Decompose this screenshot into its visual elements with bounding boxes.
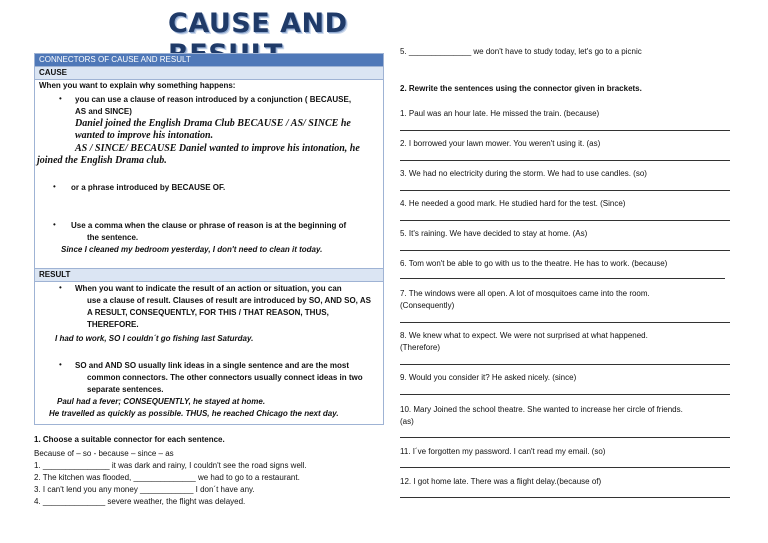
cause-section-header: CAUSE	[35, 66, 383, 80]
answer-line[interactable]	[400, 250, 730, 251]
answer-line[interactable]	[400, 278, 725, 279]
exercise-2-item: 6. Tom won't be able to go with us to the theatre. He has to work. (because)	[400, 259, 668, 268]
page-title: CAUSE AND	[168, 8, 348, 39]
connectors-box	[34, 53, 384, 425]
answer-line[interactable]	[400, 364, 730, 365]
answer-line[interactable]	[400, 467, 730, 468]
result-bullet-1-line-2: use a clause of result. Clauses of result are introduced by SO, AND SO, AS	[87, 296, 371, 305]
cause-bullet-3-line-1: Use a comma when the clause or phrase of reason is at the beginning of	[71, 221, 347, 230]
result-bullet-1-line-1: When you want to indicate the result of an action or situation, you can	[75, 284, 342, 293]
bullet-icon: •	[53, 182, 56, 191]
exercise-2-item: 8. We knew what to expect. We were not surprised at what happened.	[400, 331, 648, 340]
connectors-header: CONNECTORS OF CAUSE AND RESULT	[35, 54, 383, 66]
result-example-2: Paul had a fever; CONSEQUENTLY, he stayed at home.	[57, 397, 266, 406]
exercise-2-item-continued: (Consequently)	[400, 301, 455, 310]
bullet-icon: •	[59, 94, 62, 103]
result-bullet-1-line-4: THEREFORE.	[87, 320, 139, 329]
exercise-1-heading: 1. Choose a suitable connector for each sentence.	[34, 435, 225, 444]
cause-intro: When you want to explain why something happens:	[39, 81, 236, 90]
exercise-2-item: 4. He needed a good mark. He studied hard for the test. (Since)	[400, 199, 626, 208]
answer-line[interactable]	[400, 437, 730, 438]
exercise-1-item: 1. _______________ it was dark and rainy, I couldn't see the road signs well.	[34, 461, 307, 470]
bullet-icon: •	[59, 283, 62, 292]
exercise-1-item: 4. ______________ severe weather, the flight was delayed.	[34, 497, 246, 506]
exercise-2-item: 1. Paul was an hour late. He missed the train. (because)	[400, 109, 600, 118]
answer-line[interactable]	[400, 497, 730, 498]
result-bullet-1-line-3: A RESULT, CONSEQUENTLY, FOR THIS / THAT REASON, THUS,	[87, 308, 329, 317]
cause-bullet-2: or a phrase introduced by BECAUSE OF.	[71, 183, 226, 192]
exercise-2-item-continued: (as)	[400, 417, 414, 426]
answer-line[interactable]	[400, 130, 730, 131]
result-section-header: RESULT	[35, 268, 383, 282]
result-bullet-2-line-2: common connectors. The other connectors usually connect ideas in two	[87, 373, 363, 382]
exercise-2-item: 12. I got home late. There was a flight delay.(because of)	[400, 477, 602, 486]
bullet-icon: •	[59, 360, 62, 369]
result-example-1: I had to work, SO I couldn´t go fishing last Saturday.	[55, 334, 254, 343]
cause-example-2-line-2: joined the English Drama club.	[37, 155, 167, 166]
exercise-2-item: 5. It's raining. We have decided to stay at home. (As)	[400, 229, 588, 238]
exercise-2-item: 7. The windows were all open. A lot of mosquitoes came into the room.	[400, 289, 650, 298]
exercise-1-item: 2. The kitchen was flooded, ______________ we had to go to a restaurant.	[34, 473, 300, 482]
answer-line[interactable]	[400, 160, 730, 161]
result-example-3: He travelled as quickly as possible. THUS, he reached Chicago the next day.	[49, 409, 339, 418]
exercise-2-item: 11. I´ve forgotten my password. I can't read my email. (so)	[400, 447, 606, 456]
answer-line[interactable]	[400, 190, 730, 191]
exercise-1-item: 5. ______________ we don't have to study today, let's go to a picnic	[400, 47, 642, 56]
result-bullet-2-line-3: separate sentences.	[87, 385, 164, 394]
cause-example-3: Since I cleaned my bedroom yesterday, I don't need to clean it today.	[61, 245, 323, 254]
exercise-1-options: Because of – so - because – since – as	[34, 449, 174, 458]
cause-example-2-line-1: AS / SINCE/ BECAUSE Daniel wanted to improve his intonation, he	[75, 143, 360, 154]
cause-bullet-1-line-2: AS and SINCE)	[75, 107, 132, 116]
answer-line[interactable]	[400, 220, 730, 221]
answer-line[interactable]	[400, 322, 730, 323]
exercise-2-item: 3. We had no electricity during the storm. We had to use candles. (so)	[400, 169, 647, 178]
cause-example-1-line-2: wanted to improve his intonation.	[75, 130, 214, 141]
exercise-2-item-continued: (Therefore)	[400, 343, 441, 352]
bullet-icon: •	[53, 220, 56, 229]
cause-bullet-3-line-2: the sentence.	[87, 233, 139, 242]
cause-bullet-1-line-1: you can use a clause of reason introduced by a conjunction ( BECAUSE,	[75, 95, 352, 104]
exercise-2-item: 9. Would you consider it? He asked nicely. (since)	[400, 373, 577, 382]
exercise-2-item: 10. Mary Joined the school theatre. She wanted to increase her circle of friends.	[400, 405, 683, 414]
exercise-1-item: 3. I can't lend you any money ____________ I don´t have any.	[34, 485, 255, 494]
cause-example-1-line-1: Daniel joined the English Drama Club BECAUSE / AS/ SINCE he	[75, 118, 351, 129]
exercise-2-heading: 2. Rewrite the sentences using the connector given in brackets.	[400, 84, 642, 93]
answer-line[interactable]	[400, 394, 730, 395]
result-bullet-2-line-1: SO and AND SO usually link ideas in a single sentence and are the most	[75, 361, 350, 370]
exercise-2-item: 2. I borrowed your lawn mower. You weren't using it. (as)	[400, 139, 601, 148]
